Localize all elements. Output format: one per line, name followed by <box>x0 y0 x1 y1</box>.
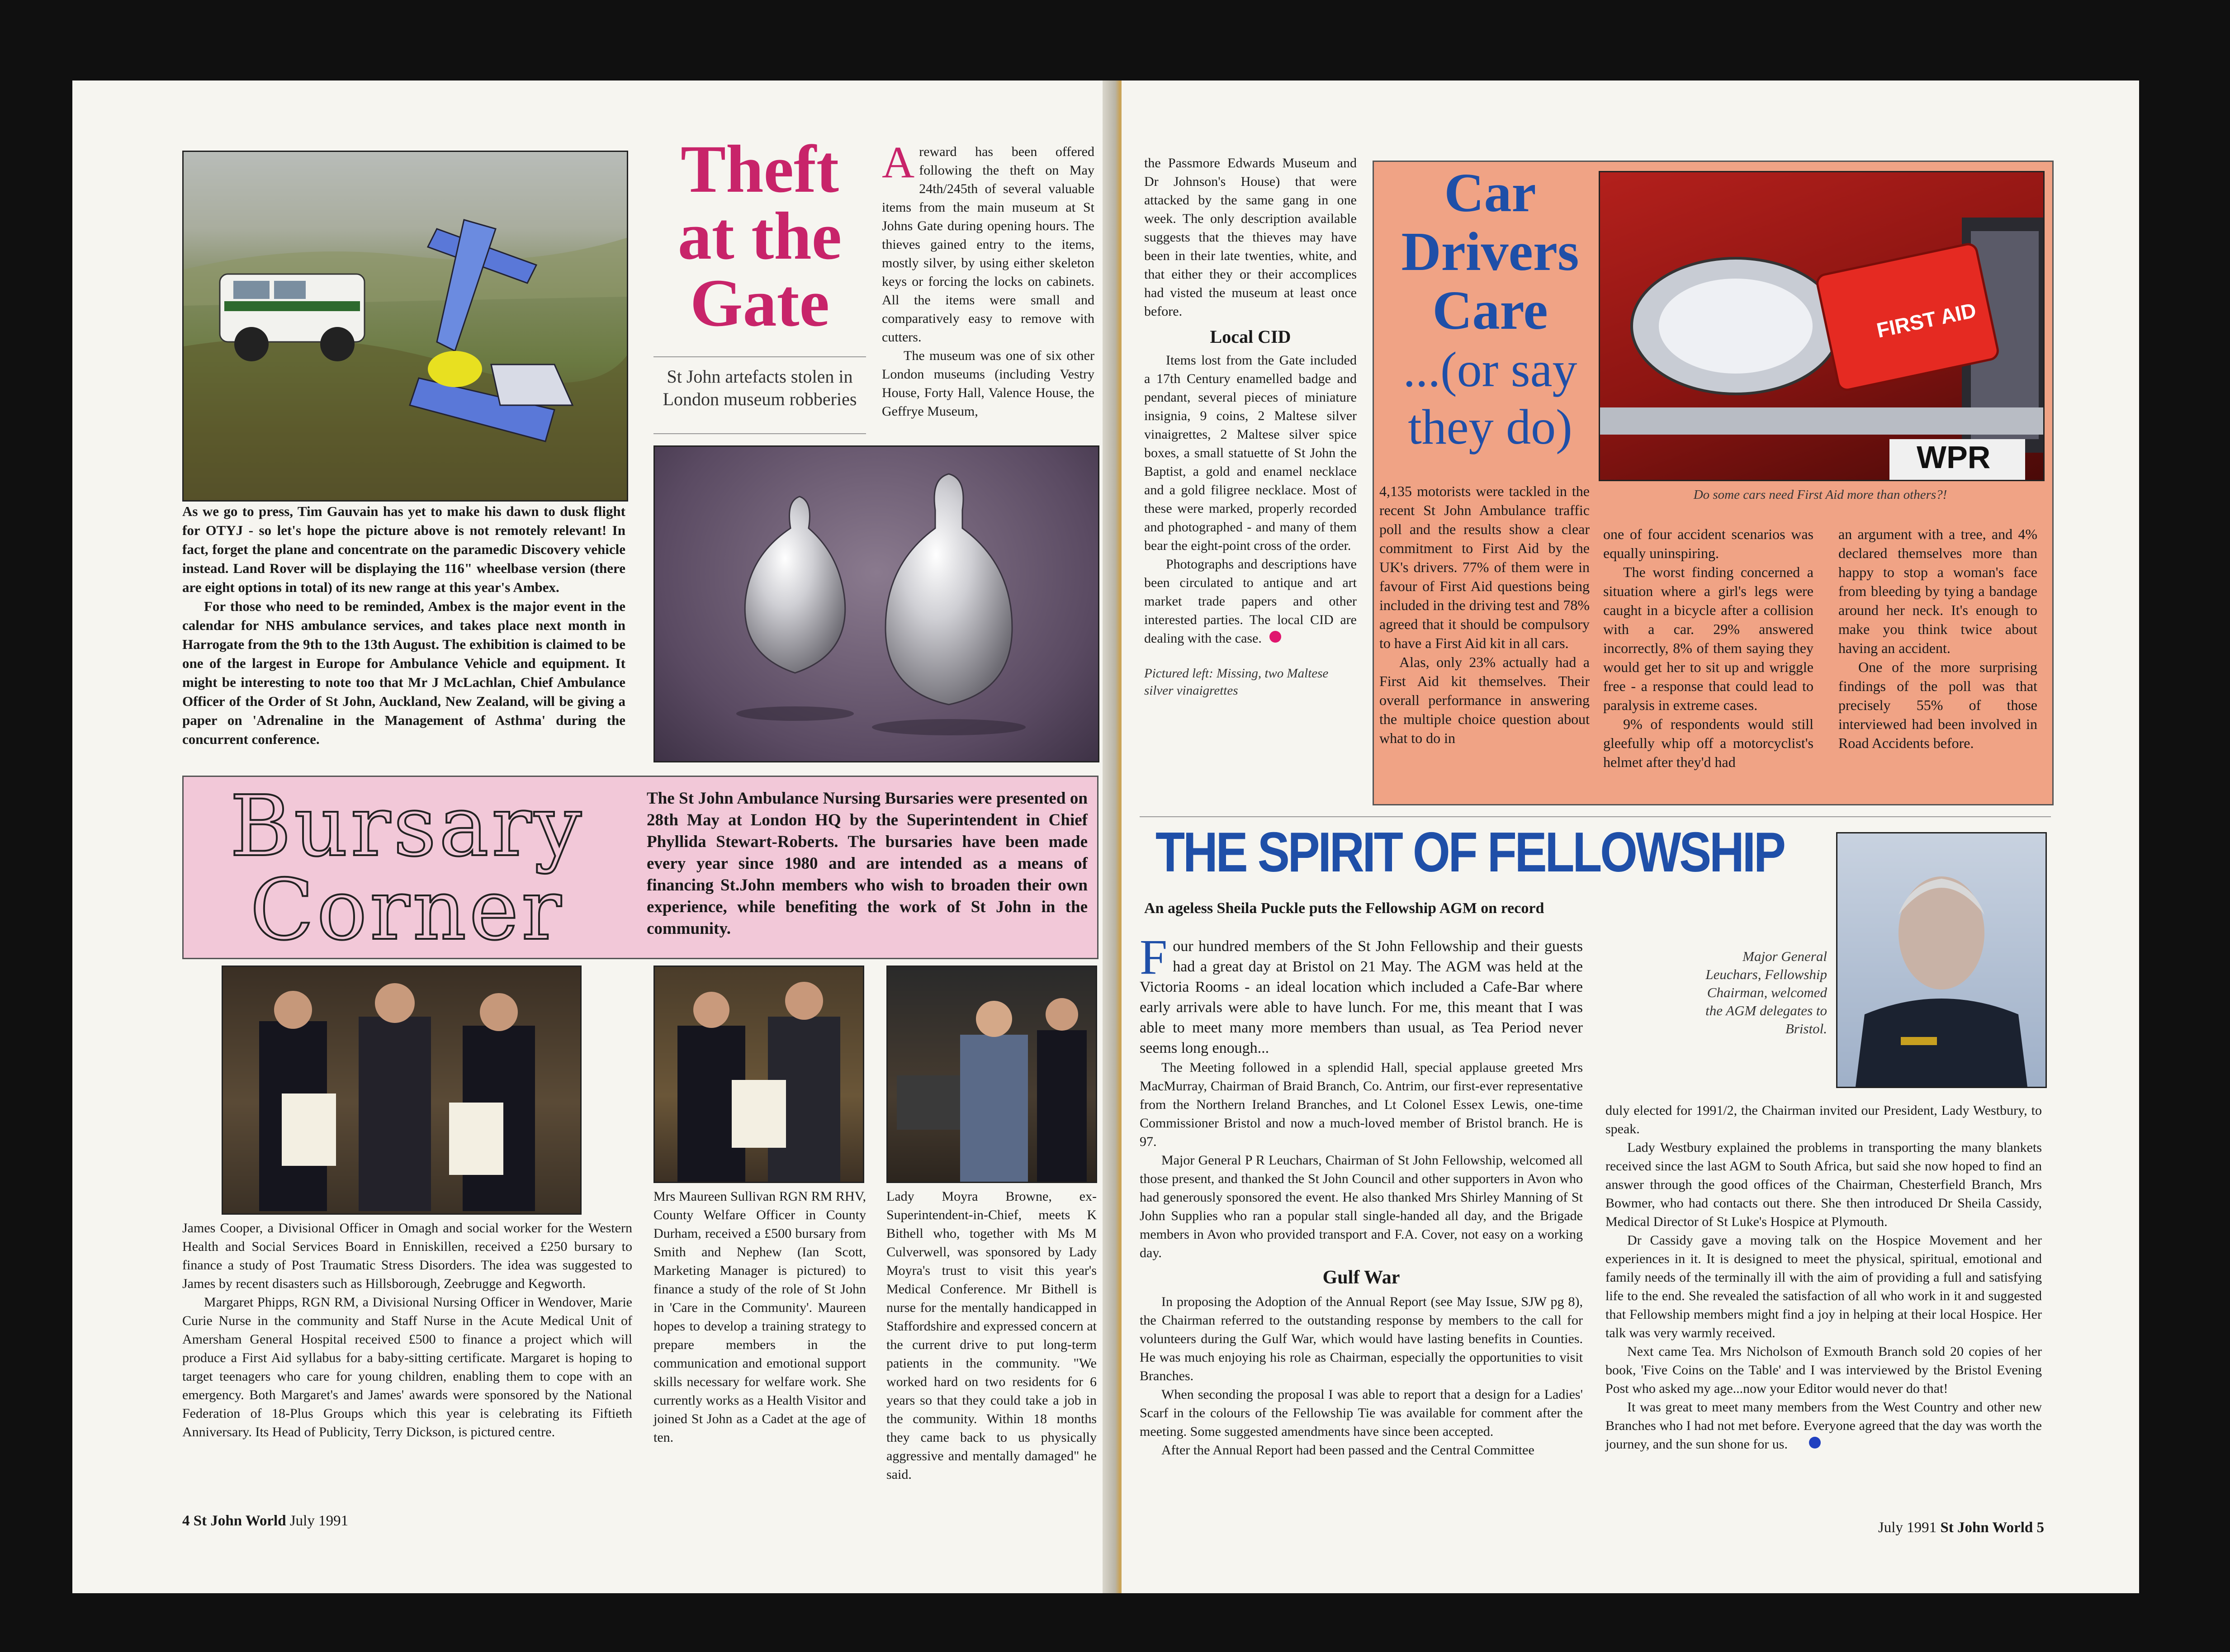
end-bullet-blue <box>1809 1437 1821 1448</box>
fellowship-r-p3: Dr Cassidy gave a moving talk on the Hospice Movement and her experiences in it. It is designed to meet the physical, spiritual, emotional and family needs of the terminally ill with the aim of providing a full and satisfying life to the end. She revealed the satisfaction of all who work in it and suggested that Fellowship members might find a joy in helping at their local Hospice. Her talk was very warmly received. <box>1605 1233 2042 1340</box>
bursary-col-2 <box>653 1187 866 1447</box>
bursary-photo-browne <box>886 966 1097 1183</box>
car-headline-line-1: Car <box>1444 162 1536 223</box>
fellowship-standfirst: An ageless Sheila Puckle puts the Fellowship AGM on record <box>1144 900 1544 917</box>
aerial-caption-p1: As we go to press, Tim Gauvain has yet to make his dawn to dusk flight for OTYJ - so let's hope the picture above is not remotely relevant! In fact, forget the plane and concentrate on the paramedic Discovery vehicle instead. Land Rover will be displaying the 116" wheelbase version (there are eight options in total) of its new range at this year's Ambex. <box>182 503 625 595</box>
gulf-war-heading: Gulf War <box>1322 1267 1400 1288</box>
bursary-col-2-text: Mrs Maureen Sullivan RGN RM RHV, County Welfare Officer in County Durham, received a £500 bursary from Smith and Nephew (Ian Scott, Marketing Manager is pictured) to finance a study of the role of St John in 'Care in the Community'. Maureen hopes to develop a training strategy to prepare members in the communication and emotional support skills necessary for welfare work. She currently works as a Health Visitor and joined St John as a Cadet at the age of ten. <box>653 1189 866 1445</box>
fellowship-r-p5: It was great to meet many members from the West Country and other new Branches who I had not met before. Everyone agreed that the day was worth the journey, and the sun shone for us. <box>1605 1400 2042 1452</box>
left-footer-date: July 1991 <box>289 1513 349 1529</box>
car-headline-line-3: Care <box>1432 280 1548 341</box>
car-col-1 <box>1379 482 1590 748</box>
bursary-col-1-p2: Margaret Phipps, RGN RM, a Divisional Nursing Officer in Wendover, Marie Curie Nurse in the community and Staff Nurse in the Acute Medical Unit of Amersham General Hospital received £500 to finance a project which will produce a First Aid syllabus for a baby-sitting certificate. Margaret is hoping to target teenagers who care for young children, enabling them to cope with an emergency. Both Margaret's and James' awards were sponsored by the National Federation of 18-Plus Groups which this year is celebrating its Fiftieth Anniversary. Its Head of Publicity, Terry Dickson, is pictured centre. <box>182 1295 632 1439</box>
right-footer <box>1854 1519 2044 1536</box>
car-first-aid-photo <box>1599 171 2045 481</box>
theft-rule-top <box>653 356 866 357</box>
car-headline-line-4: ...(or say <box>1403 342 1577 397</box>
bursary-intro: The St John Ambulance Nursing Bursaries were presented on 28th May at London HQ by the Superintendent in Chief Phyllida Stewart-Roberts. The bursaries have been made every year since 1980 and are intended as a means of financing St.John members who wish to broaden their own experience, while benefiting the work of St John in the community. <box>647 789 1088 938</box>
fellowship-p4: In proposing the Adoption of the Annual Report (see May Issue, SJW pg 8), the Chairman referred to the outstanding response by members to the call for volunteers during the Gulf War, which would have lasting benefits in Counties. He was much enjoying his role as Chairman, especially the opportunities to visit Branches. <box>1140 1294 1583 1383</box>
bursary-title-line-1: Bursary <box>230 777 584 875</box>
bursary-col-3 <box>886 1187 1097 1484</box>
car-photo-caption: Do some cars need First Aid more than others?! <box>1693 488 1947 502</box>
car-col-1-p2: Alas, only 23% actually had a First Aid kit themselves. Their overall performance in answering the multiple choice question about what to do in <box>1379 654 1590 746</box>
right-footer-date: July 1991 <box>1878 1519 1937 1536</box>
theft-body-p2: The museum was one of six other London museums (including Vestry House, Forty Hall, Valence House, the Geffrye Museum, <box>882 348 1094 419</box>
bursary-title-line-2: Corner <box>250 861 564 959</box>
first-aid-box-label: FIRST AID <box>1875 298 1979 342</box>
left-footer-mag: St John World <box>193 1513 286 1529</box>
theft-drop-cap: A <box>882 137 915 187</box>
bursary-title <box>190 777 624 959</box>
bursary-photo-sullivan <box>653 966 864 1183</box>
car-col-2 <box>1603 525 1813 772</box>
car-col-2-p2: The worst finding concerned a situation where a girl's legs were caught in a bicycle after a collision with a car. 29% answered incorrectly, 8% of them saying they would get her to sit up and wriggle free - a response that could lead to paralysis in extreme cases. <box>1603 564 1813 713</box>
theft-continued <box>1144 154 1357 699</box>
fellowship-rule <box>1140 816 2051 817</box>
fellowship-r-p2: Lady Westbury explained the problems in transporting the many blankets received since the last AGM to South Africa, but said she now hoped to find an answer through the good offices of the Chairman, Chesterfield Branch, Mrs Bowmer, who had contacts out there. She then introduced Dr Sheila Cassidy, Medical Director of St Luke's Hospice at Plymouth. <box>1605 1140 2042 1229</box>
bursary-col-1 <box>182 1219 632 1441</box>
plane-crash-photo <box>182 151 628 502</box>
left-footer <box>182 1513 348 1529</box>
bursary-col-3-text: Lady Moyra Browne, ex-Superintendent-in-Chief, meets K Bithell who, together with Ms M Culverwell, was sponsored by Lady Moyra's trust to visit this year's Medical Conference. Mr Bithell is nurse for the mentally handicapped in Staffordshire and expressed concern at the current drive to put long-term patients in the community. "We worked hard on two residents for 6 years so that they could take a job in the community. Within 18 months they came back to us physically aggressive and mentally damaged" he said. <box>886 1189 1097 1482</box>
car-number-plate: WPR <box>1917 440 1991 475</box>
car-col-3 <box>1838 525 2037 753</box>
fellowship-main-col <box>1140 929 1583 1459</box>
theft-headline <box>651 132 868 341</box>
fellowship-p2: The Meeting followed in a splendid Hall, special applause greeted Mrs MacMurray, Chairman of Braid Branch, Co. Antrim, our first-ever representative from the Northern Ireland Branches, and Lt Colonel Essex Lewis, one-time Commissioner Bristol and now a much-loved member of Bristol branch. He is 97. <box>1140 1060 1583 1149</box>
bursary-photo-cooper-phipps <box>222 966 582 1215</box>
fellowship-drop-cap: F <box>1140 929 1168 985</box>
theft-headline-line-2: at the <box>677 199 842 274</box>
right-footer-pagenum: 5 <box>2036 1519 2044 1536</box>
portrait-caption: Major General Leuchars, Fellowship Chairman, welcomed the AGM delegates to Bristol. <box>1705 948 1827 1037</box>
theft-headline-line-3: Gate <box>690 265 830 341</box>
local-cid-heading: Local CID <box>1210 327 1291 347</box>
fellowship-p6: After the Annual Report had been passed and the Central Committee <box>1161 1443 1534 1458</box>
theft-body <box>882 137 1094 421</box>
pictured-left-caption: Pictured left: Missing, two Maltese silver vinaigrettes <box>1144 666 1329 698</box>
theft-continued-text: the Passmore Edwards Museum and Dr Johnson's House) that were attacked by the same gang in one week. The only description available suggests that the thieves may have been in their late twenties, white, and that either they or their accomplices had visted the museum at least once before. <box>1144 156 1357 319</box>
car-headline <box>1377 164 1603 455</box>
aerial-caption-p2: For those who need to be reminded, Ambex is the major event in the calendar for NHS ambulance services, and takes place next month in Harrogate from the 9th to the 13th August. The exhibition is claimed to be one of the largest in Europe for Ambulance Vehicle and equipment. It might be interesting to note too that Mr J McLachlan, Chief Ambulance Officer of the Order of St John, Auckland, New Zealand, will be giving a paper on 'Adrenaline in the Management of Asthma' during the concurrent conference. <box>182 598 625 747</box>
aerial-caption <box>182 502 625 749</box>
car-headline-line-2: Drivers <box>1401 221 1579 282</box>
left-footer-pagenum: 4 <box>182 1513 190 1529</box>
theft-body-p1: reward has been offered following the theft on May 24th/245th of several valuable items from the main museum at St Johns Gate during opening hours. The thieves gained entry to the items, mostly silver, by using either skeleton keys or forcing the locks on cabinets. All the items were small and comparatively easy to remove with cutters. <box>882 144 1094 345</box>
end-bullet-magenta <box>1269 631 1281 643</box>
fellowship-p5: When seconding the proposal I was able to report that a design for a Ladies' Scarf in the colours of the Fellowship Tie was available for comment after the meeting. Some suggested amendments have since been accepted. <box>1140 1387 1583 1439</box>
theft-headline-line-1: Theft <box>681 132 839 207</box>
car-headline-line-5: they do) <box>1408 399 1572 454</box>
car-col-2-p1: one of four accident scenarios was equally uninspiring. <box>1603 526 1813 561</box>
car-col-2-p3: 9% of respondents would still gleefully whip off a motorcyclist's helmet after they'd had <box>1603 716 1813 770</box>
vinaigrettes-photo <box>653 445 1099 762</box>
fellowship-p1: our hundred members of the St John Fellowship and their guests had a great day at Bristol on 21 May. The AGM was held at the Victoria Rooms - an ideal location which included a Cafe-Bar where early arrivals were able to have lunch. For me, this meant that I was able to meet many more members than usual, as Tea Period never seems long enough... <box>1140 938 1583 1056</box>
fellowship-p3: Major General P R Leuchars, Chairman of St John Fellowship, welcomed all those present, and thanked the St John Council and other supporters in Avon who had generously sponsored the event. He also thanked Mrs Shirley Manning of St John Supplies who ran a popular stall single-handed all day, and the Brigade members in Avon who provided transport and F.A. Cover, not easy on a working day. <box>1140 1153 1583 1260</box>
fellowship-r-p1: duly elected for 1991/2, the Chairman invited our President, Lady Westbury, to speak. <box>1605 1103 2042 1136</box>
bursary-col-1-p1: James Cooper, a Divisional Officer in Omagh and social worker for the Western Health and Social Services Board in Enniskillen, received a £250 bursary to finance a study of Post Traumatic Stress Disorders. The idea was suggested to James by recent disasters such as Hillsborough, Zeebrugge and Kegworth. <box>182 1221 632 1291</box>
theft-rule-bottom <box>653 433 866 434</box>
right-footer-mag: St John World <box>1940 1519 2033 1536</box>
car-col-3-p2: One of the more surprising findings of the poll was that precisely 55% of those interviewed had been involved in Road Accidents before. <box>1838 659 2037 751</box>
local-cid-p2: Photographs and descriptions have been circulated to antique and art market trade papers and other interested parties. The local CID are dealing with the case. <box>1144 557 1357 646</box>
car-col-1-p1: 4,135 motorists were tackled in the recent St John Ambulance traffic poll and the results show a clear commitment to First Aid by the UK's drivers. 77% of them were in favour of First Aid questions being included in the driving test and 78% agreed that it should be compulsory to have a First Aid kit in all cars. <box>1379 483 1590 651</box>
fellowship-right-col <box>1605 1101 2042 1453</box>
fellowship-r-p4: Next came Tea. Mrs Nicholson of Exmouth Branch sold 20 copies of her book, 'Five Coins on the Table' and I was interviewed by the Bristol Evening Post who asked my age...now your Editor would never do that! <box>1605 1344 2042 1396</box>
local-cid-p1: Items lost from the Gate included a 17th Century enamelled badge and pendant, several pieces of miniature insignia, 9 coins, 2 Maltese silver vinaigrettes, 2 Maltese silver spice boxes, a small statuette of St John the Baptist, a gold and enamel necklace and a gold filigree necklace. Most of these were marked, properly recorded and photographed - and many of them bear the eight-point cross of the order. <box>1144 353 1357 553</box>
leuchars-portrait <box>1836 832 2047 1088</box>
car-col-3-p1: an argument with a tree, and 4% declared themselves more than happy to stop a woman's face from bleeding by tying a bandage around her neck. It's enough to make you think twice about having an accident. <box>1838 526 2037 656</box>
fellowship-headline: THE SPIRIT OF FELLOWSHIP <box>1155 821 1784 884</box>
theft-standfirst: St John artefacts stolen in London museum robberies <box>663 366 857 409</box>
